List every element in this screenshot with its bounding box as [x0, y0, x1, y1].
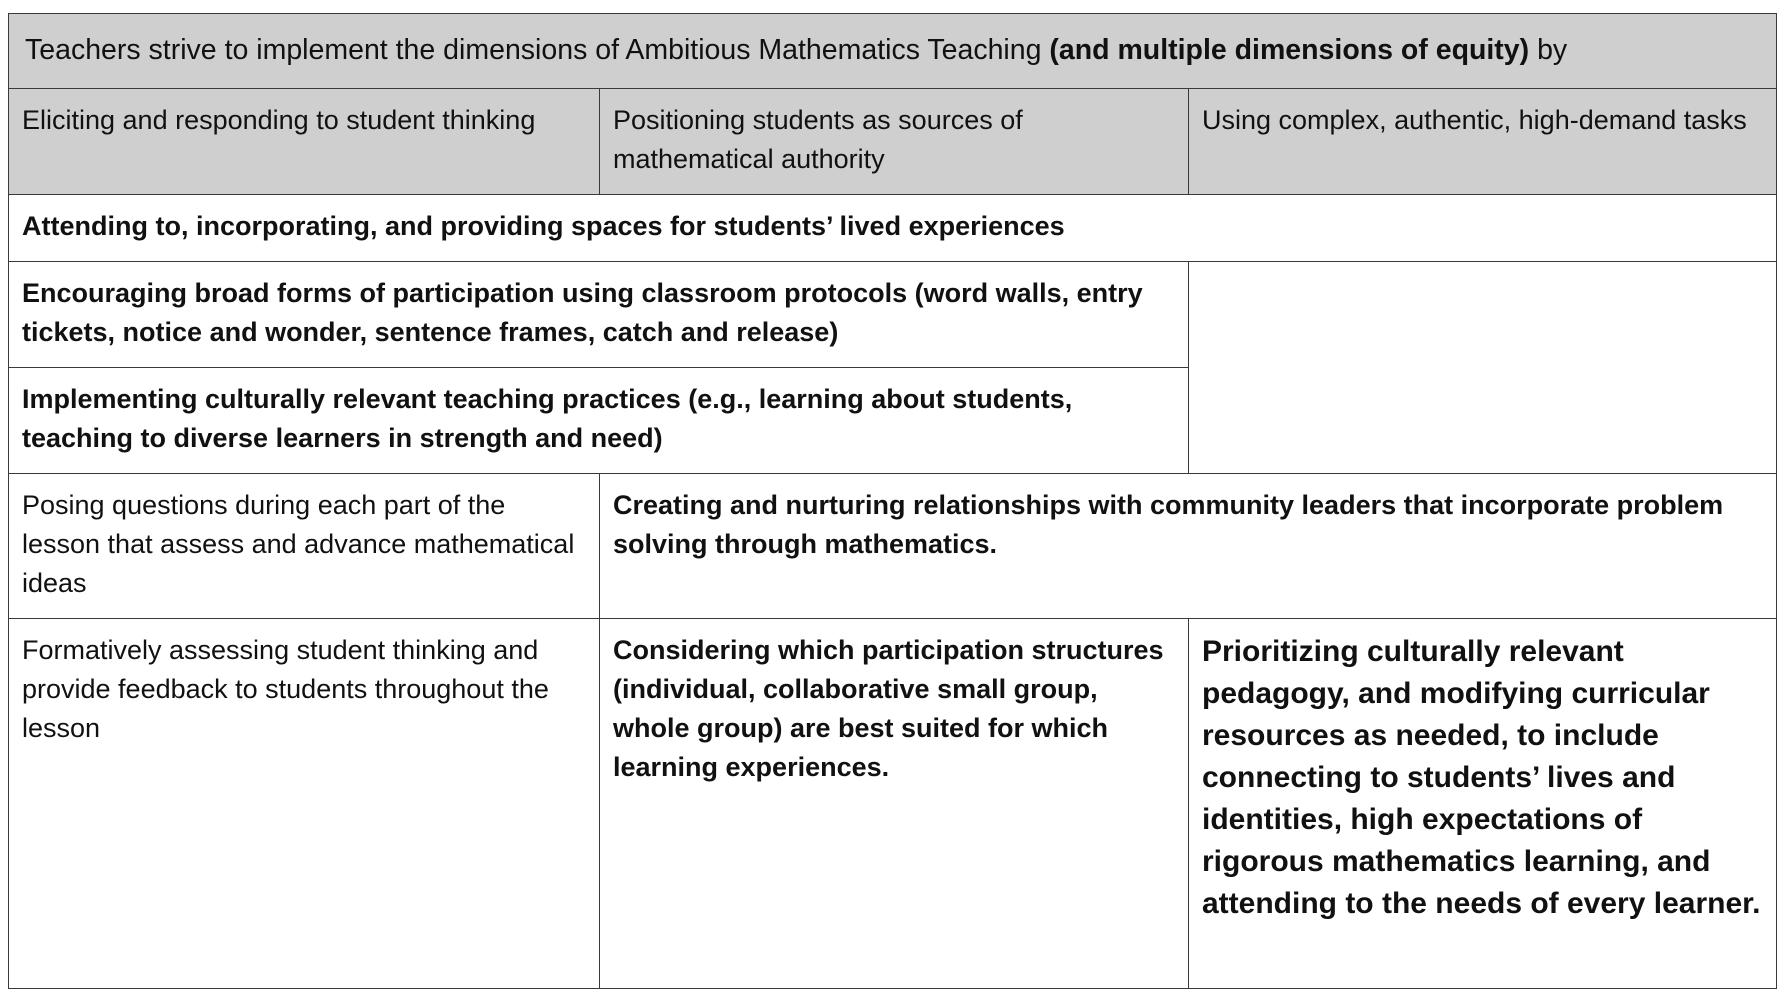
lived-experiences-row	[9, 195, 1777, 262]
title-row	[9, 14, 1777, 89]
empty-tasks-cell	[1189, 262, 1777, 474]
dimension-tasks: Using complex, authentic, high-demand tasks	[1189, 89, 1777, 195]
participation-protocols-row	[9, 262, 1777, 368]
participation-structures-cell: Considering which participation structures (individual, collaborative small group, whole group) are best suited for which learning experiences.	[600, 619, 1189, 989]
community-leaders-cell: Creating and nurturing relationships with community leaders that incorporate problem solving through mathematics.	[600, 474, 1777, 619]
table-title	[9, 14, 1777, 89]
dimension-positioning: Positioning students as sources of mathematical authority	[600, 89, 1189, 195]
posing-questions-cell: Posing questions during each part of the lesson that assess and advance mathematical ideas	[9, 474, 600, 619]
title-emphasis: (and multiple dimensions of equity)	[1049, 34, 1530, 66]
questions-community-row	[9, 474, 1777, 619]
ambitious-math-teaching-table	[8, 13, 1777, 989]
lived-experiences-cell: Attending to, incorporating, and providing spaces for students’ lived experiences	[9, 195, 1777, 262]
participation-protocols-cell: Encouraging broad forms of participation using classroom protocols (word walls, entry tickets, notice and wonder, sentence frames, catch and release)	[9, 262, 1189, 368]
culturally-relevant-pedagogy-cell: Prioritizing culturally relevant pedagogy, and modifying curricular resources as needed, to include connecting to students’ lives and identities, high expectations of rigorous mathematics learning, and attending to the needs of every learner.	[1189, 619, 1777, 989]
dimensions-row	[9, 89, 1777, 195]
dimension-eliciting: Eliciting and responding to student thinking	[9, 89, 600, 195]
title-ending: by	[1529, 34, 1568, 66]
assessment-structures-pedagogy-row	[9, 619, 1777, 989]
title-intro: Teachers strive to implement the dimensions of Ambitious Mathematics Teaching	[25, 34, 1050, 66]
culturally-relevant-practices-cell: Implementing culturally relevant teaching practices (e.g., learning about students, teaching to diverse learners in strength and need)	[9, 368, 1189, 474]
formative-assessment-cell: Formatively assessing student thinking and provide feedback to students throughout the lesson	[9, 619, 600, 989]
